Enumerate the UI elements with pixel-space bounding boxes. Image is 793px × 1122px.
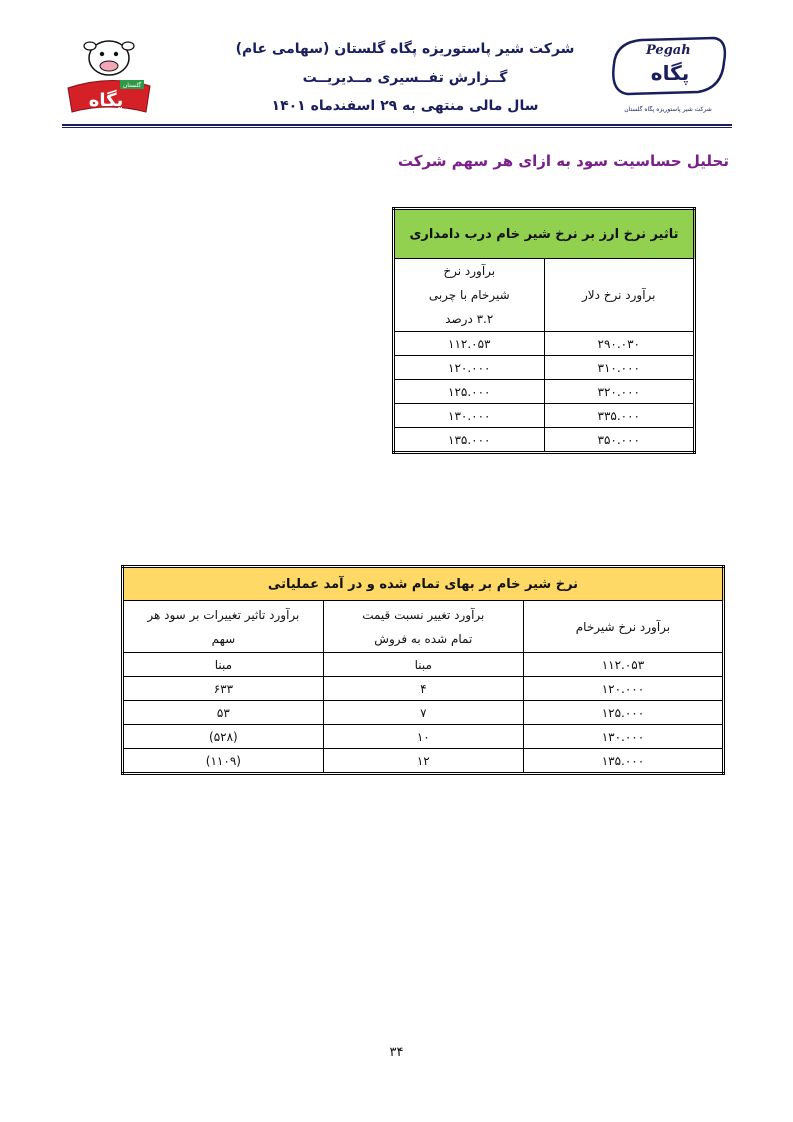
raw-milk-cost-impact-table	[121, 565, 725, 775]
table2-header-raw-milk-rate: برآورد نرخ شیرخام	[523, 601, 723, 653]
header-rule	[62, 124, 732, 126]
table-row	[394, 404, 695, 428]
logo-left-sub-text: گلستان	[122, 82, 142, 89]
table2-cell: مبنا	[123, 653, 324, 677]
table1-cell: ۱۲۵.۰۰۰	[394, 380, 545, 404]
table2-cell: ۵۳	[123, 701, 324, 725]
fiscal-period-heading: سال مالی منتهی به ۲۹ اسفندماه ۱۴۰۱	[271, 98, 539, 114]
table1-cell: ۳۵۰.۰۰۰	[544, 428, 695, 453]
logo-right-caption: شرکت شیر پاستوریزه پگاه گلستان	[624, 106, 712, 113]
table-row	[123, 653, 724, 677]
report-title-heading: گــزارش تفــسیری مــدیریــت	[302, 70, 508, 86]
table2-cell: ۱۲	[323, 749, 523, 774]
table1-cell: ۲۹۰.۰۳۰	[544, 332, 695, 356]
table2-cell: ۱۰	[323, 725, 523, 749]
logo-right-persian-text: پگاه	[650, 61, 690, 85]
table1-header-dollar-rate: برآورد نرخ دلار	[544, 259, 695, 332]
table1-cell: ۳۱۰.۰۰۰	[544, 356, 695, 380]
table-row	[394, 356, 695, 380]
table2-cell: ۱۲۵.۰۰۰	[523, 701, 723, 725]
table1-caption: تاثیر نرخ ارز بر نرخ شیر خام درب دامداری	[394, 209, 695, 259]
table2-cell: ۱۳۵.۰۰۰	[523, 749, 723, 774]
table2-cell: ۱۱۲.۰۵۳	[523, 653, 723, 677]
table2-header-eps-impact: برآورد تاثیر تغییرات بر سود هر سهم	[123, 601, 324, 653]
table-row	[394, 380, 695, 404]
table1-header-raw-milk-rate: برآورد نرخ شیرخام با چربی ۳.۲ درصد	[394, 259, 545, 332]
table-row	[123, 701, 724, 725]
exchange-rate-impact-table	[392, 207, 696, 454]
table2-cell: مبنا	[323, 653, 523, 677]
page-number: ۳۴	[389, 1045, 404, 1060]
table2-cell: ۷	[323, 701, 523, 725]
table1-cell: ۱۲۰.۰۰۰	[394, 356, 545, 380]
table2-cell: ۶۳۳	[123, 677, 324, 701]
pegah-golestan-logo-left	[62, 36, 156, 116]
table1-cell: ۱۳۰.۰۰۰	[394, 404, 545, 428]
section-title: تحلیل حساسیت سود به ازای هر سهم شرکت	[397, 152, 729, 170]
table1-cell: ۱۳۵.۰۰۰	[394, 428, 545, 453]
table-row	[123, 725, 724, 749]
table2-caption: نرخ شیر خام بر بهای تمام شده و در آمد عملیاتی	[123, 567, 724, 601]
table1-cell: ۱۱۲.۰۵۳	[394, 332, 545, 356]
table2-cell: (۱۱۰۹)	[123, 749, 324, 774]
logo-left-persian-text: پگاه	[88, 90, 124, 111]
table2-cell: ۴	[323, 677, 523, 701]
table1-cell: ۳۲۰.۰۰۰	[544, 380, 695, 404]
logo-right-latin-text: Pegah	[646, 43, 691, 58]
table2-header-cost-ratio-change: برآورد تغییر نسبت قیمت تمام شده به فروش	[323, 601, 523, 653]
table-row	[394, 428, 695, 453]
table2-cell: ۱۲۰.۰۰۰	[523, 677, 723, 701]
header-rule-thin	[62, 127, 732, 128]
table2-cell: ۱۳۰.۰۰۰	[523, 725, 723, 749]
table-row	[394, 332, 695, 356]
table2-cell: (۵۲۸)	[123, 725, 324, 749]
company-name-heading: شرکت شیر پاستوریزه پگاه گلستان (سهامی عام)	[235, 41, 575, 57]
table1-cell: ۳۳۵.۰۰۰	[544, 404, 695, 428]
table-row	[123, 749, 724, 774]
table-row	[123, 677, 724, 701]
